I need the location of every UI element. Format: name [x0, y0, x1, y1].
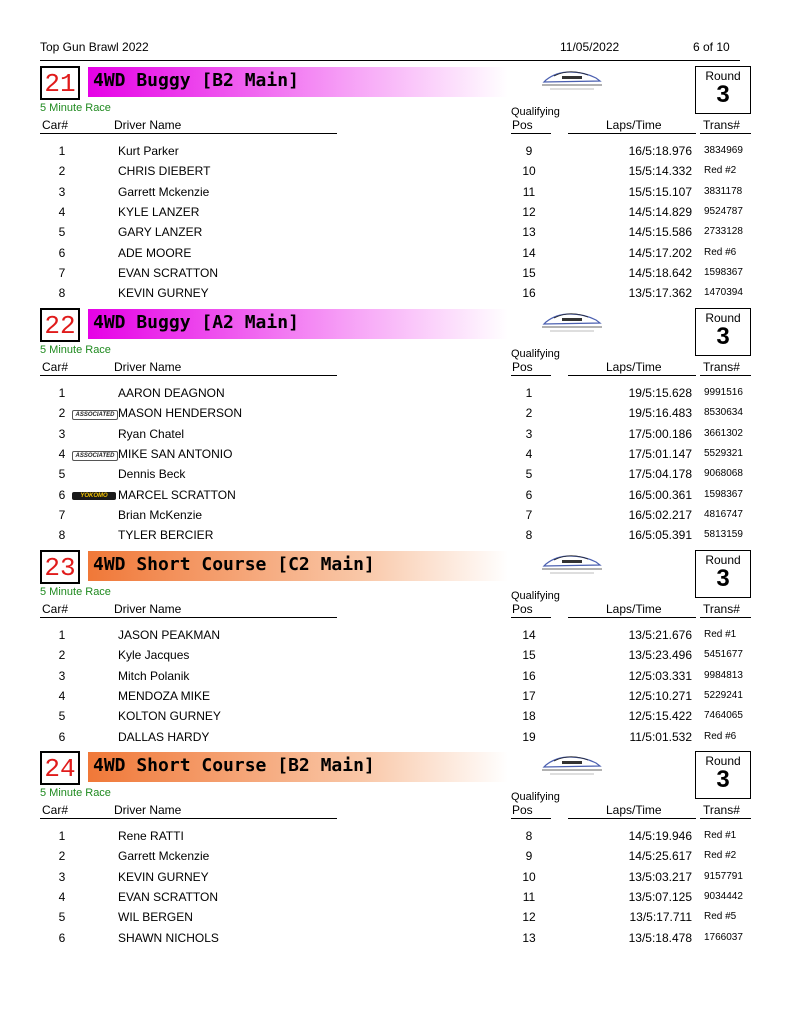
- laps-time: 12/5:15.422: [628, 709, 692, 724]
- laps-time: 13/5:18.478: [628, 930, 692, 945]
- transponder: 9157791: [704, 870, 743, 882]
- table-row: [40, 467, 755, 487]
- driver-name: TYLER BERCIER: [118, 528, 214, 543]
- car-number: 1: [58, 386, 66, 400]
- column-underline: [40, 133, 337, 134]
- car-number: 4: [58, 204, 66, 219]
- race-duration: 5 Minute Race: [40, 344, 111, 356]
- driver-name: KEVIN GURNEY: [118, 869, 209, 884]
- driver-name: GARY LANZER: [118, 225, 203, 240]
- qualifying-pos: 10: [522, 869, 536, 884]
- driver-name: AARON DEAGNON: [118, 386, 225, 400]
- transponder: 1598367: [704, 488, 743, 500]
- qualifying-label: Qualifying: [511, 348, 560, 360]
- laps-time: 12/5:03.331: [628, 668, 692, 683]
- table-row: [40, 669, 755, 689]
- race-class-banner: 4WD Short Course [B2 Main]: [88, 752, 508, 782]
- laps-column-header: Laps/Time: [606, 118, 662, 132]
- race-section: [40, 66, 755, 306]
- car-number: 2: [58, 164, 66, 179]
- driver-name: Mitch Polanik: [118, 668, 190, 683]
- car-number: 4: [58, 889, 66, 904]
- column-underline: [40, 617, 337, 618]
- qualifying-pos: 18: [522, 709, 536, 724]
- round-box: [695, 550, 751, 598]
- qualifying-pos: 16: [522, 668, 536, 683]
- car-number: 3: [58, 869, 66, 884]
- laps-column-header: Laps/Time: [606, 360, 662, 374]
- column-underline: [700, 133, 751, 134]
- transponder: 4816747: [704, 508, 743, 520]
- car-number: 2: [58, 406, 66, 421]
- qualifying-pos: 8: [525, 528, 533, 543]
- driver-name: Kyle Jacques: [118, 648, 190, 663]
- round-value: 3: [716, 323, 730, 350]
- car-number: 5: [58, 910, 66, 925]
- driver-name: KYLE LANZER: [118, 204, 200, 219]
- laps-time: 14/5:19.946: [628, 829, 692, 843]
- table-row: [40, 870, 755, 890]
- table-row: [40, 689, 755, 709]
- qualifying-pos: 2: [525, 406, 533, 421]
- table-row: [40, 829, 755, 849]
- laps-time: 13/5:23.496: [628, 648, 692, 663]
- driver-name: EVAN SCRATTON: [118, 265, 219, 280]
- car-number: 2: [58, 648, 66, 663]
- driver-name: MASON HENDERSON: [118, 406, 243, 421]
- race-number-box: 24: [40, 751, 80, 785]
- table-row: [40, 508, 755, 528]
- driver-name: Garrett Mckenzie: [118, 849, 210, 864]
- driver-name: MARCEL SCRATTON: [118, 487, 236, 502]
- event-title: Top Gun Brawl 2022: [40, 40, 149, 54]
- laps-time: 14/5:17.202: [628, 245, 692, 260]
- car-number: 8: [58, 286, 66, 301]
- table-row: [40, 246, 755, 266]
- transponder: 5229241: [704, 689, 743, 701]
- qualifying-pos: 5: [525, 467, 533, 482]
- car-column-header: Car#: [42, 803, 69, 817]
- sponsor-logo-icon: [72, 451, 116, 461]
- driver-name: MENDOZA MIKE: [118, 688, 211, 703]
- qualifying-pos: 9: [525, 144, 533, 158]
- car-number: 6: [58, 729, 66, 744]
- sponsor-logo-label: ASSOCIATED: [72, 451, 118, 461]
- car-column-header: Car#: [42, 118, 69, 132]
- column-underline: [40, 818, 337, 819]
- round-label: Round: [705, 311, 741, 325]
- qualifying-pos: 17: [522, 688, 536, 703]
- laps-time: 14/5:18.642: [628, 265, 692, 280]
- transponder: 8530634: [704, 407, 743, 419]
- trans-column-header: Trans#: [703, 803, 740, 817]
- driver-column-header: Driver Name: [114, 602, 182, 616]
- round-box: [695, 308, 751, 356]
- driver-name: KOLTON GURNEY: [118, 709, 221, 724]
- sponsor-logo-label: YOKOMO: [72, 492, 116, 500]
- round-value: 3: [716, 565, 730, 592]
- table-row: [40, 286, 755, 306]
- round-box: [695, 66, 751, 114]
- laps-time: 19/5:15.628: [628, 386, 692, 400]
- laps-time: 17/5:00.186: [628, 426, 692, 441]
- transponder: 9068068: [704, 468, 743, 480]
- transponder: 3661302: [704, 427, 743, 439]
- table-row: [40, 730, 755, 750]
- qualifying-pos: 15: [522, 265, 536, 280]
- race-duration: 5 Minute Race: [40, 586, 111, 598]
- car-number: 3: [58, 184, 66, 199]
- column-underline: [568, 375, 696, 376]
- sponsor-logo-label: ASSOCIATED: [72, 410, 118, 420]
- laps-time: 16/5:18.976: [628, 144, 692, 158]
- driver-name: JASON PEAKMAN: [118, 628, 221, 642]
- driver-name: CHRIS DIEBERT: [118, 164, 211, 179]
- driver-column-header: Driver Name: [114, 360, 182, 374]
- qualifying-pos: 13: [522, 225, 536, 240]
- qualifying-label: Qualifying: [511, 106, 560, 118]
- transponder: Red #2: [704, 165, 737, 177]
- pos-column-header: Pos: [512, 118, 533, 132]
- column-underline: [700, 375, 751, 376]
- sponsor-logo-icon: [72, 492, 116, 502]
- driver-name: Brian McKenzie: [118, 507, 203, 522]
- laps-time: 16/5:00.361: [628, 487, 692, 502]
- table-row: [40, 528, 755, 548]
- car-number: 7: [58, 507, 66, 522]
- laps-time: 17/5:01.147: [628, 446, 692, 461]
- table-row: [40, 406, 755, 426]
- track-logo-icon: [540, 751, 604, 777]
- round-value: 3: [716, 766, 730, 793]
- laps-time: 16/5:02.217: [628, 507, 692, 522]
- laps-time: 13/5:07.125: [628, 889, 692, 904]
- track-logo-icon: [540, 550, 604, 576]
- column-underline: [568, 133, 696, 134]
- column-underline: [511, 617, 551, 618]
- laps-time: 14/5:15.586: [628, 225, 692, 240]
- pos-column-header: Pos: [512, 360, 533, 374]
- qualifying-pos: 14: [522, 628, 536, 642]
- transponder: Red #1: [704, 830, 737, 841]
- race-class-banner: 4WD Buggy [B2 Main]: [88, 67, 508, 97]
- qualifying-pos: 13: [522, 930, 536, 945]
- driver-name: ADE MOORE: [118, 245, 192, 260]
- page-header: [40, 40, 740, 60]
- driver-name: Rene RATTI: [118, 829, 184, 843]
- car-number: 6: [58, 245, 66, 260]
- qualifying-pos: 11: [522, 889, 536, 904]
- table-row: [40, 488, 755, 508]
- round-label: Round: [705, 553, 741, 567]
- driver-name: DALLAS HARDY: [118, 729, 210, 744]
- qualifying-pos: 9: [525, 849, 533, 864]
- qualifying-pos: 15: [522, 648, 536, 663]
- transponder: 5529321: [704, 447, 743, 459]
- car-number: 4: [58, 688, 66, 703]
- laps-column-header: Laps/Time: [606, 803, 662, 817]
- race-duration: 5 Minute Race: [40, 102, 111, 114]
- qualifying-pos: 10: [522, 164, 536, 179]
- car-number: 3: [58, 426, 66, 441]
- round-label: Round: [705, 754, 741, 768]
- driver-name: KEVIN GURNEY: [118, 286, 209, 301]
- header-divider: [40, 60, 740, 61]
- table-row: [40, 427, 755, 447]
- qualifying-label: Qualifying: [511, 791, 560, 803]
- laps-time: 11/5:01.532: [629, 729, 692, 744]
- track-logo-icon: [540, 66, 604, 92]
- table-row: [40, 164, 755, 184]
- laps-time: 15/5:14.332: [628, 164, 692, 179]
- transponder: 3834969: [704, 145, 743, 156]
- qualifying-pos: 1: [525, 386, 533, 400]
- driver-name: Garrett Mckenzie: [118, 184, 210, 199]
- table-row: [40, 144, 755, 164]
- car-number: 1: [58, 829, 66, 843]
- car-number: 1: [58, 144, 66, 158]
- driver-column-header: Driver Name: [114, 803, 182, 817]
- round-label: Round: [705, 69, 741, 83]
- table-row: [40, 205, 755, 225]
- table-row: [40, 386, 755, 406]
- sponsor-logo-icon: [72, 410, 116, 420]
- transponder: 5451677: [704, 649, 743, 661]
- page-number: 6 of 10: [693, 40, 730, 54]
- driver-name: Kurt Parker: [118, 144, 179, 158]
- transponder: 1766037: [704, 931, 743, 943]
- laps-time: 17/5:04.178: [628, 467, 692, 482]
- trans-column-header: Trans#: [703, 360, 740, 374]
- car-number: 3: [58, 668, 66, 683]
- qualifying-pos: 12: [522, 910, 536, 925]
- driver-name: Dennis Beck: [118, 467, 186, 482]
- table-row: [40, 849, 755, 869]
- column-underline: [511, 133, 551, 134]
- laps-time: 14/5:14.829: [628, 204, 692, 219]
- laps-time: 13/5:17.711: [629, 910, 692, 925]
- race-duration: 5 Minute Race: [40, 787, 111, 799]
- column-underline: [40, 375, 337, 376]
- table-row: [40, 648, 755, 668]
- event-date: 11/05/2022: [560, 40, 620, 54]
- car-number: 5: [58, 225, 66, 240]
- car-number: 4: [58, 446, 66, 461]
- trans-column-header: Trans#: [703, 118, 740, 132]
- column-underline: [700, 617, 751, 618]
- pos-column-header: Pos: [512, 803, 533, 817]
- transponder: 1470394: [704, 287, 743, 299]
- race-section: [40, 751, 755, 991]
- car-column-header: Car#: [42, 602, 69, 616]
- race-number-box: 23: [40, 550, 80, 584]
- column-underline: [511, 375, 551, 376]
- qualifying-pos: 8: [525, 829, 533, 843]
- qualifying-pos: 4: [525, 446, 533, 461]
- car-number: 5: [58, 467, 66, 482]
- table-row: [40, 628, 755, 648]
- qualifying-pos: 11: [522, 184, 536, 199]
- driver-name: MIKE SAN ANTONIO: [118, 446, 233, 461]
- laps-time: 14/5:25.617: [628, 849, 692, 864]
- laps-time: 19/5:16.483: [628, 406, 692, 421]
- transponder: Red #6: [704, 730, 737, 742]
- round-box: [695, 751, 751, 799]
- race-class-banner: 4WD Buggy [A2 Main]: [88, 309, 508, 339]
- driver-name: WIL BERGEN: [118, 910, 193, 925]
- car-number: 6: [58, 930, 66, 945]
- transponder: 9034442: [704, 890, 743, 902]
- laps-time: 13/5:03.217: [628, 869, 692, 884]
- table-row: [40, 447, 755, 467]
- race-section: [40, 308, 755, 548]
- race-number-box: 22: [40, 308, 80, 342]
- transponder: Red #2: [704, 850, 737, 862]
- table-row: [40, 225, 755, 245]
- transponder: Red #6: [704, 246, 737, 258]
- table-row: [40, 266, 755, 286]
- qualifying-pos: 16: [522, 286, 536, 301]
- qualifying-label: Qualifying: [511, 590, 560, 602]
- transponder: 2733128: [704, 226, 743, 238]
- driver-name: Ryan Chatel: [118, 426, 185, 441]
- car-number: 5: [58, 709, 66, 724]
- laps-time: 15/5:15.107: [628, 184, 692, 199]
- qualifying-pos: 12: [522, 204, 536, 219]
- driver-name: SHAWN NICHOLS: [118, 930, 219, 945]
- transponder: Red #5: [704, 911, 737, 923]
- table-row: [40, 890, 755, 910]
- column-underline: [700, 818, 751, 819]
- race-class-banner: 4WD Short Course [C2 Main]: [88, 551, 508, 581]
- round-value: 3: [716, 81, 730, 108]
- transponder: 7464065: [704, 710, 743, 722]
- table-row: [40, 910, 755, 930]
- column-underline: [511, 818, 551, 819]
- transponder: 1598367: [704, 266, 743, 278]
- transponder: 9524787: [704, 205, 743, 217]
- qualifying-pos: 19: [522, 729, 536, 744]
- car-number: 7: [58, 265, 66, 280]
- table-row: [40, 185, 755, 205]
- laps-time: 13/5:21.676: [628, 628, 692, 642]
- qualifying-pos: 3: [525, 426, 533, 441]
- transponder: 5813159: [704, 529, 743, 541]
- table-row: [40, 931, 755, 951]
- laps-column-header: Laps/Time: [606, 602, 662, 616]
- car-number: 8: [58, 528, 66, 543]
- column-underline: [568, 617, 696, 618]
- qualifying-pos: 7: [525, 507, 533, 522]
- table-row: [40, 709, 755, 729]
- car-number: 2: [58, 849, 66, 864]
- race-number-box: 21: [40, 66, 80, 100]
- trans-column-header: Trans#: [703, 602, 740, 616]
- qualifying-pos: 14: [522, 245, 536, 260]
- car-number: 6: [58, 487, 66, 502]
- transponder: 9991516: [704, 387, 743, 398]
- laps-time: 12/5:10.271: [628, 688, 692, 703]
- laps-time: 16/5:05.391: [628, 528, 692, 543]
- driver-column-header: Driver Name: [114, 118, 182, 132]
- pos-column-header: Pos: [512, 602, 533, 616]
- transponder: 9984813: [704, 669, 743, 681]
- car-column-header: Car#: [42, 360, 69, 374]
- track-logo-icon: [540, 308, 604, 334]
- qualifying-pos: 6: [525, 487, 533, 502]
- column-underline: [568, 818, 696, 819]
- laps-time: 13/5:17.362: [628, 286, 692, 301]
- driver-name: EVAN SCRATTON: [118, 889, 219, 904]
- car-number: 1: [58, 628, 66, 642]
- transponder: Red #1: [704, 629, 737, 640]
- transponder: 3831178: [704, 185, 743, 197]
